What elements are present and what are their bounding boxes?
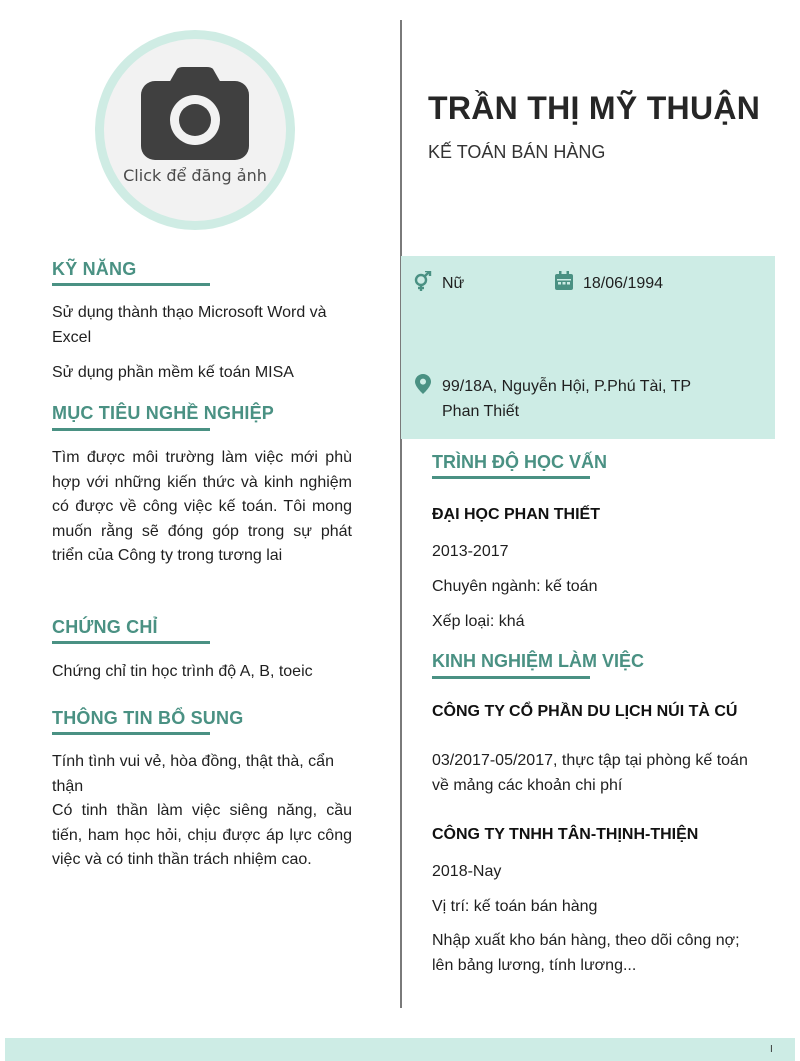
job-position: Vị trí: kế toán bán hàng: [432, 898, 598, 915]
skills-underline: [52, 283, 210, 286]
certificates-text: Chứng chỉ tin học trình độ A, B, toeic: [52, 663, 313, 680]
calendar-icon: [554, 271, 574, 291]
address-line-1: 99/18A, Nguyễn Hội, P.Phú Tài, TP: [442, 378, 692, 395]
experience-title: KINH NGHIỆM LÀM VIỆC: [432, 651, 645, 671]
gender-value: Nữ: [442, 275, 465, 292]
extra-info-line-1: Tính tình vui vẻ, hòa đồng, thật thà, cẩn thận: [52, 753, 334, 795]
job-description: 03/2017-05/2017, thực tập tại phòng kế toán về mảng các khoản chi phí: [432, 752, 748, 794]
birthdate-value: 18/06/1994: [583, 275, 664, 292]
education-grade: Xếp loại: khá: [432, 613, 525, 630]
company-name: CÔNG TY CỔ PHẦN DU LỊCH NÚI TÀ CÚ: [432, 703, 738, 720]
extra-info-title: THÔNG TIN BỔ SUNG: [52, 708, 244, 728]
gender-icon: [412, 271, 432, 291]
photo-caption[interactable]: Click để đăng ảnh: [123, 166, 267, 185]
candidate-name: TRẦN THỊ MỸ THUẬN: [428, 90, 761, 126]
camera-icon[interactable]: [141, 67, 249, 160]
location-pin-icon: [413, 374, 433, 394]
education-years: 2013-2017: [432, 543, 509, 560]
extra-info-line-2: Có tinh thần làm việc siêng năng, cầu tiến, ham học hỏi, chịu được áp lực công việc và có tinh thần trách nhiệm cao.: [52, 802, 352, 868]
extra-info-underline: [52, 732, 210, 735]
page-mark: I: [770, 1044, 773, 1055]
job-period: 2018-Nay: [432, 863, 502, 880]
skill-item: Sử dụng phần mềm kế toán MISA: [52, 364, 294, 381]
skills-title: KỸ NĂNG: [52, 259, 137, 279]
certificates-title: CHỨNG CHỈ: [52, 617, 158, 637]
school-name: ĐẠI HỌC PHAN THIẾT: [432, 506, 600, 523]
objective-text: Tìm được môi trường làm việc mới phù hợp với những kiến thức và kinh nghiệm có được về công việc kế toán. Tôi mong muốn rằng sẽ đóng góp trong sự phát triển của Công ty trong tương lai: [52, 449, 352, 564]
education-major: Chuyên ngành: kế toán: [432, 578, 598, 595]
skill-item: Sử dụng thành thạo Microsoft Word và Excel: [52, 304, 327, 346]
column-divider: [400, 20, 402, 1008]
experience-underline: [432, 676, 590, 679]
objective-underline: [52, 428, 210, 431]
job-title: KẾ TOÁN BÁN HÀNG: [428, 142, 606, 162]
education-title: TRÌNH ĐỘ HỌC VẤN: [432, 452, 607, 472]
footer-bar: [5, 1038, 795, 1061]
certificates-underline: [52, 641, 210, 644]
education-underline: [432, 476, 590, 479]
job-description: Nhập xuất kho bán hàng, theo dõi công nợ; lên bảng lương, tính lương...: [432, 932, 740, 974]
company-name: CÔNG TY TNHH TÂN-THỊNH-THIỆN: [432, 826, 699, 843]
address-line-2: Phan Thiết: [442, 403, 520, 420]
objective-title: MỤC TIÊU NGHỀ NGHIỆP: [52, 403, 275, 423]
